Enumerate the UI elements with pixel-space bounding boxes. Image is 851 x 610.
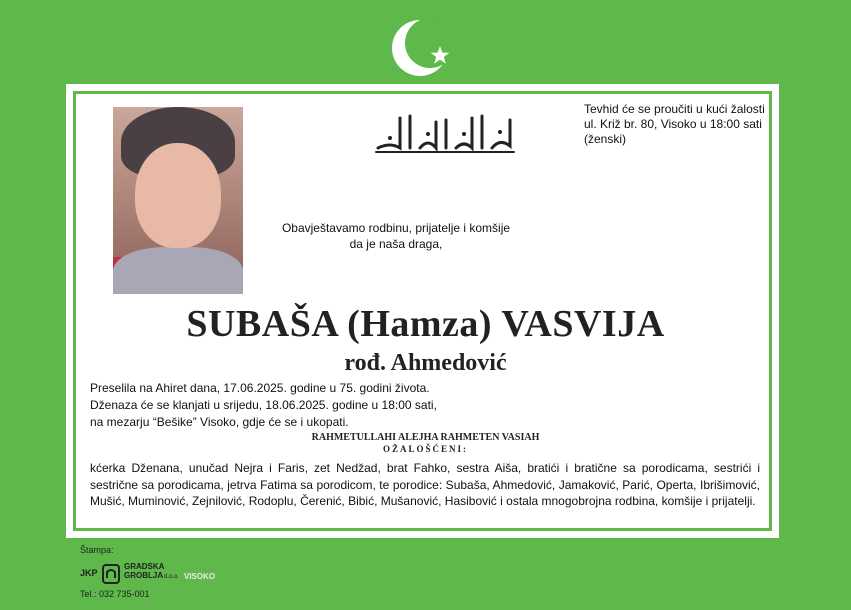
maiden-name: rođ. Ahmedović (344, 350, 507, 376)
stampa-label: Štampa: (80, 545, 114, 555)
groblja-logo-icon (102, 564, 120, 584)
visoko-label: VISOKO (184, 572, 216, 581)
rahmet-line: RAHMETULLAHI ALEJHA RAHMETEN VASIAH (311, 432, 540, 443)
printer-logo (80, 562, 260, 586)
mourners-list: kćerka Dženana, unučad Nejra i Faris, zet Nedžad, brat Fahko, sestra Aiša, bratići i bratične sa porodicama, sestrići i sestrične sa porodicama, jetrva Fatima sa porodicom, te porodice: Subaša, Ahmedović, Jamaković, Parić, Operta, Ibrišimović, Mušić, Muminović, Zejnilović, Rodoplu, Čerenić, Bibić, Mušanović, Hasibović i ostala mnogobrojna rodbina, komšije i prijatelji. (90, 461, 760, 508)
portrait-photo (113, 107, 243, 294)
intro-text: Obavještavamo rodbinu, prijatelje i komšije da je naša draga, (281, 221, 511, 251)
details-line: Preselila na Ahiret dana, 17.06.2025. godine u 75. godini života. (90, 381, 430, 395)
funeral-details (90, 380, 510, 431)
tevhid-notice: Tevhid će se proučiti u kući žalosti ul. Križ br. 80, Visoko u 18:00 sati (ženski) (584, 102, 765, 146)
phone-number: Tel.: 032 735-001 (80, 589, 150, 599)
deceased-name: SUBAŠA (Hamza) VASVIJA (186, 303, 665, 345)
details-line: Dženaza će se klanjati u srijedu, 18.06.2025. godine u 18:00 sati, (90, 398, 437, 412)
crescent-star-icon (388, 10, 458, 80)
jkp-label: JKP (80, 568, 98, 578)
arabic-calligraphy (370, 108, 520, 158)
gradska-groblja-label: GRADSKA GROBLJA (124, 562, 165, 580)
notice-border (73, 91, 772, 531)
obituary-notice (66, 84, 779, 538)
mourners-heading: OŽALOŠĆENI: (382, 444, 468, 454)
doo-label: d.o.o. (164, 574, 180, 580)
details-line: na mezarju “Bešike” Visoko, gdje će se i ukopati. (90, 415, 349, 429)
